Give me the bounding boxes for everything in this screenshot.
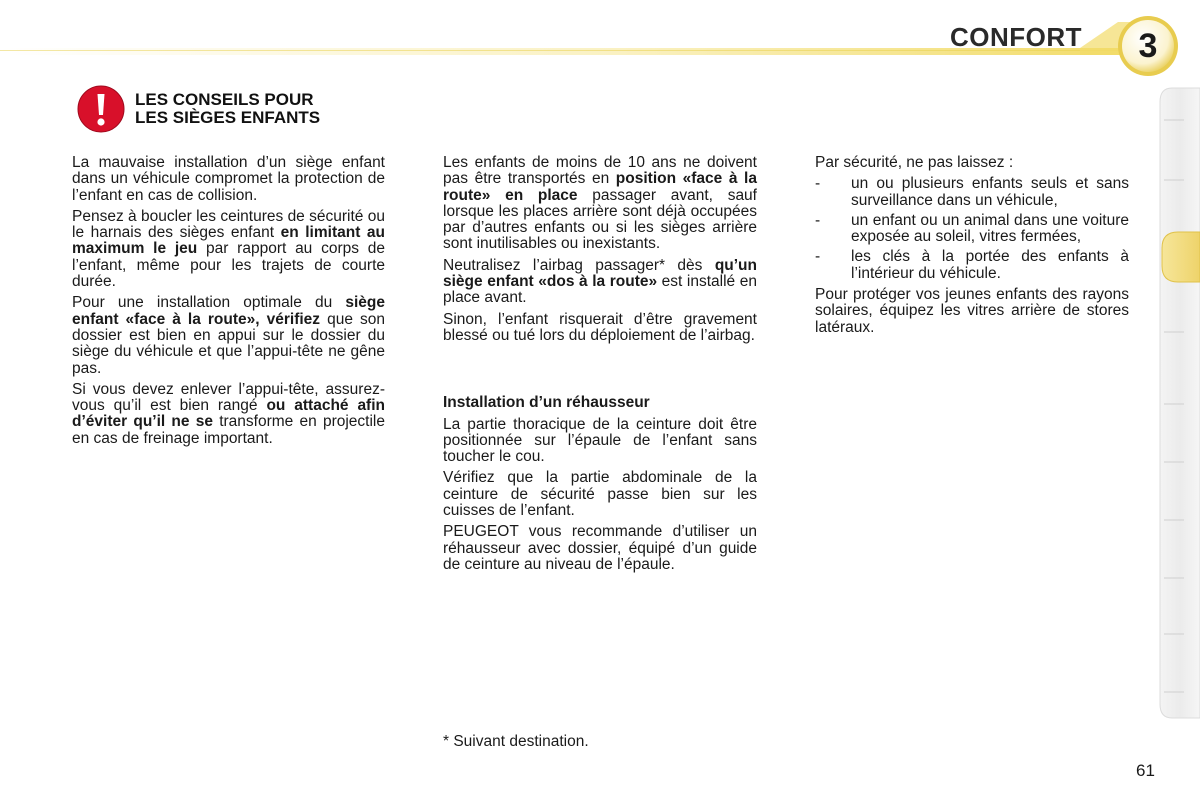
paragraph: Par sécurité, ne pas laissez : xyxy=(815,154,1014,171)
text-run: Neutralisez l’airbag passager* dès xyxy=(443,256,715,274)
text-run: passager avant, sauf lorsque les places arrière sont déjà occupées par d’autres enfants ou si les sièges arrière sont inutilisables ou inexistants. xyxy=(443,186,757,253)
bullet-dash: - xyxy=(815,175,821,193)
emphasis-text: qu’un siège enfant «dos à la route» xyxy=(443,256,757,291)
bullet-dash: - xyxy=(815,248,821,266)
list-item xyxy=(815,213,1129,246)
emphasis-text: siège enfant «face à la route», vérifiez xyxy=(72,294,385,328)
text-column-middle xyxy=(443,155,757,578)
page-number: 61 xyxy=(1136,761,1155,780)
text-run: transforme en projectile en cas de freinage important. xyxy=(72,413,385,447)
section-heading xyxy=(135,91,320,127)
list-item xyxy=(815,176,1129,209)
paragraph xyxy=(443,155,757,253)
chapter-tab-strip xyxy=(1150,80,1200,720)
paragraph: Sinon, l’enfant risquerait d’être gravement blessé ou tué lors du déploiement de l’airbag. xyxy=(443,310,757,344)
text-column-right xyxy=(815,155,1129,341)
chapter-title: CONFORT xyxy=(949,22,1082,52)
spacer xyxy=(443,349,757,395)
bullet-dash: - xyxy=(815,211,821,229)
exclamation-warning-icon xyxy=(77,85,125,133)
paragraph xyxy=(72,295,385,376)
text-run: que son dossier est bien en appui sur le dossier du siège du véhicule et que l’appui-tête ne gêne pas. xyxy=(72,310,385,377)
chapter-number: 3 xyxy=(1138,27,1158,65)
footnote: * Suivant destination. xyxy=(443,733,589,750)
list-item xyxy=(815,249,1129,282)
emphasis-text: position «face à la route» en place xyxy=(443,170,757,204)
paragraph: PEUGEOT vous recommande d’utiliser un réhausseur avec dossier, équipé d’un guide de ceinture au niveau de l’épaule. xyxy=(443,523,757,573)
list-item-text: un ou plusieurs enfants seuls et sans surveillance dans un véhicule, xyxy=(851,175,1129,209)
text-run: Les enfants de moins de 10 ans ne doivent pas être transportés en xyxy=(443,154,757,188)
emphasis-text: ou attaché afin d’éviter qu’il ne se xyxy=(72,397,385,431)
section-heading-line-2: LES SIÈGES ENFANTS xyxy=(135,108,321,127)
text-run: Pour une installation optimale du xyxy=(72,294,346,312)
paragraph xyxy=(72,209,385,290)
emphasis-text: en limitant au maximum le jeu xyxy=(72,224,386,258)
bullet-list xyxy=(815,176,1129,282)
text-run: Pensez à boucler les ceintures de sécurité ou le harnais des sièges enfant xyxy=(72,207,385,242)
paragraph: La partie thoracique de la ceinture doit être positionnée sur l’épaule de l’enfant sans toucher le cou. xyxy=(443,415,757,466)
text-run: Si vous devez enlever l’appui-tête, assurez-vous qu’il est bien rangé xyxy=(72,380,385,415)
section-heading-line-1: LES CONSEILS POUR xyxy=(135,90,314,109)
list-item-text: un enfant ou un animal dans une voiture exposée au soleil, vitres fermées, xyxy=(851,211,1129,246)
paragraph xyxy=(72,382,385,447)
paragraph: Vérifiez que la partie abdominale de la ceinture de sécurité passe bien sur les cuisses de l’enfant. xyxy=(443,469,757,520)
paragraph: Pour protéger vos jeunes enfants des rayons solaires, équipez les vitres arrière de stores latéraux. xyxy=(815,286,1129,336)
paragraph: La mauvaise installation d’un siège enfant dans un véhicule compromet la protection de l’enfant en cas de collision. xyxy=(72,154,385,204)
text-column-left xyxy=(72,155,385,452)
list-item-text: les clés à la portée des enfants à l’intérieur du véhicule. xyxy=(851,248,1129,282)
text-run: est installé en place avant. xyxy=(443,273,757,307)
subsection-heading: Installation d’un réhausseur xyxy=(443,394,650,412)
paragraph xyxy=(443,258,757,307)
text-run: par rapport au corps de l’enfant, même pour les trajets de courte durée. xyxy=(72,240,385,291)
